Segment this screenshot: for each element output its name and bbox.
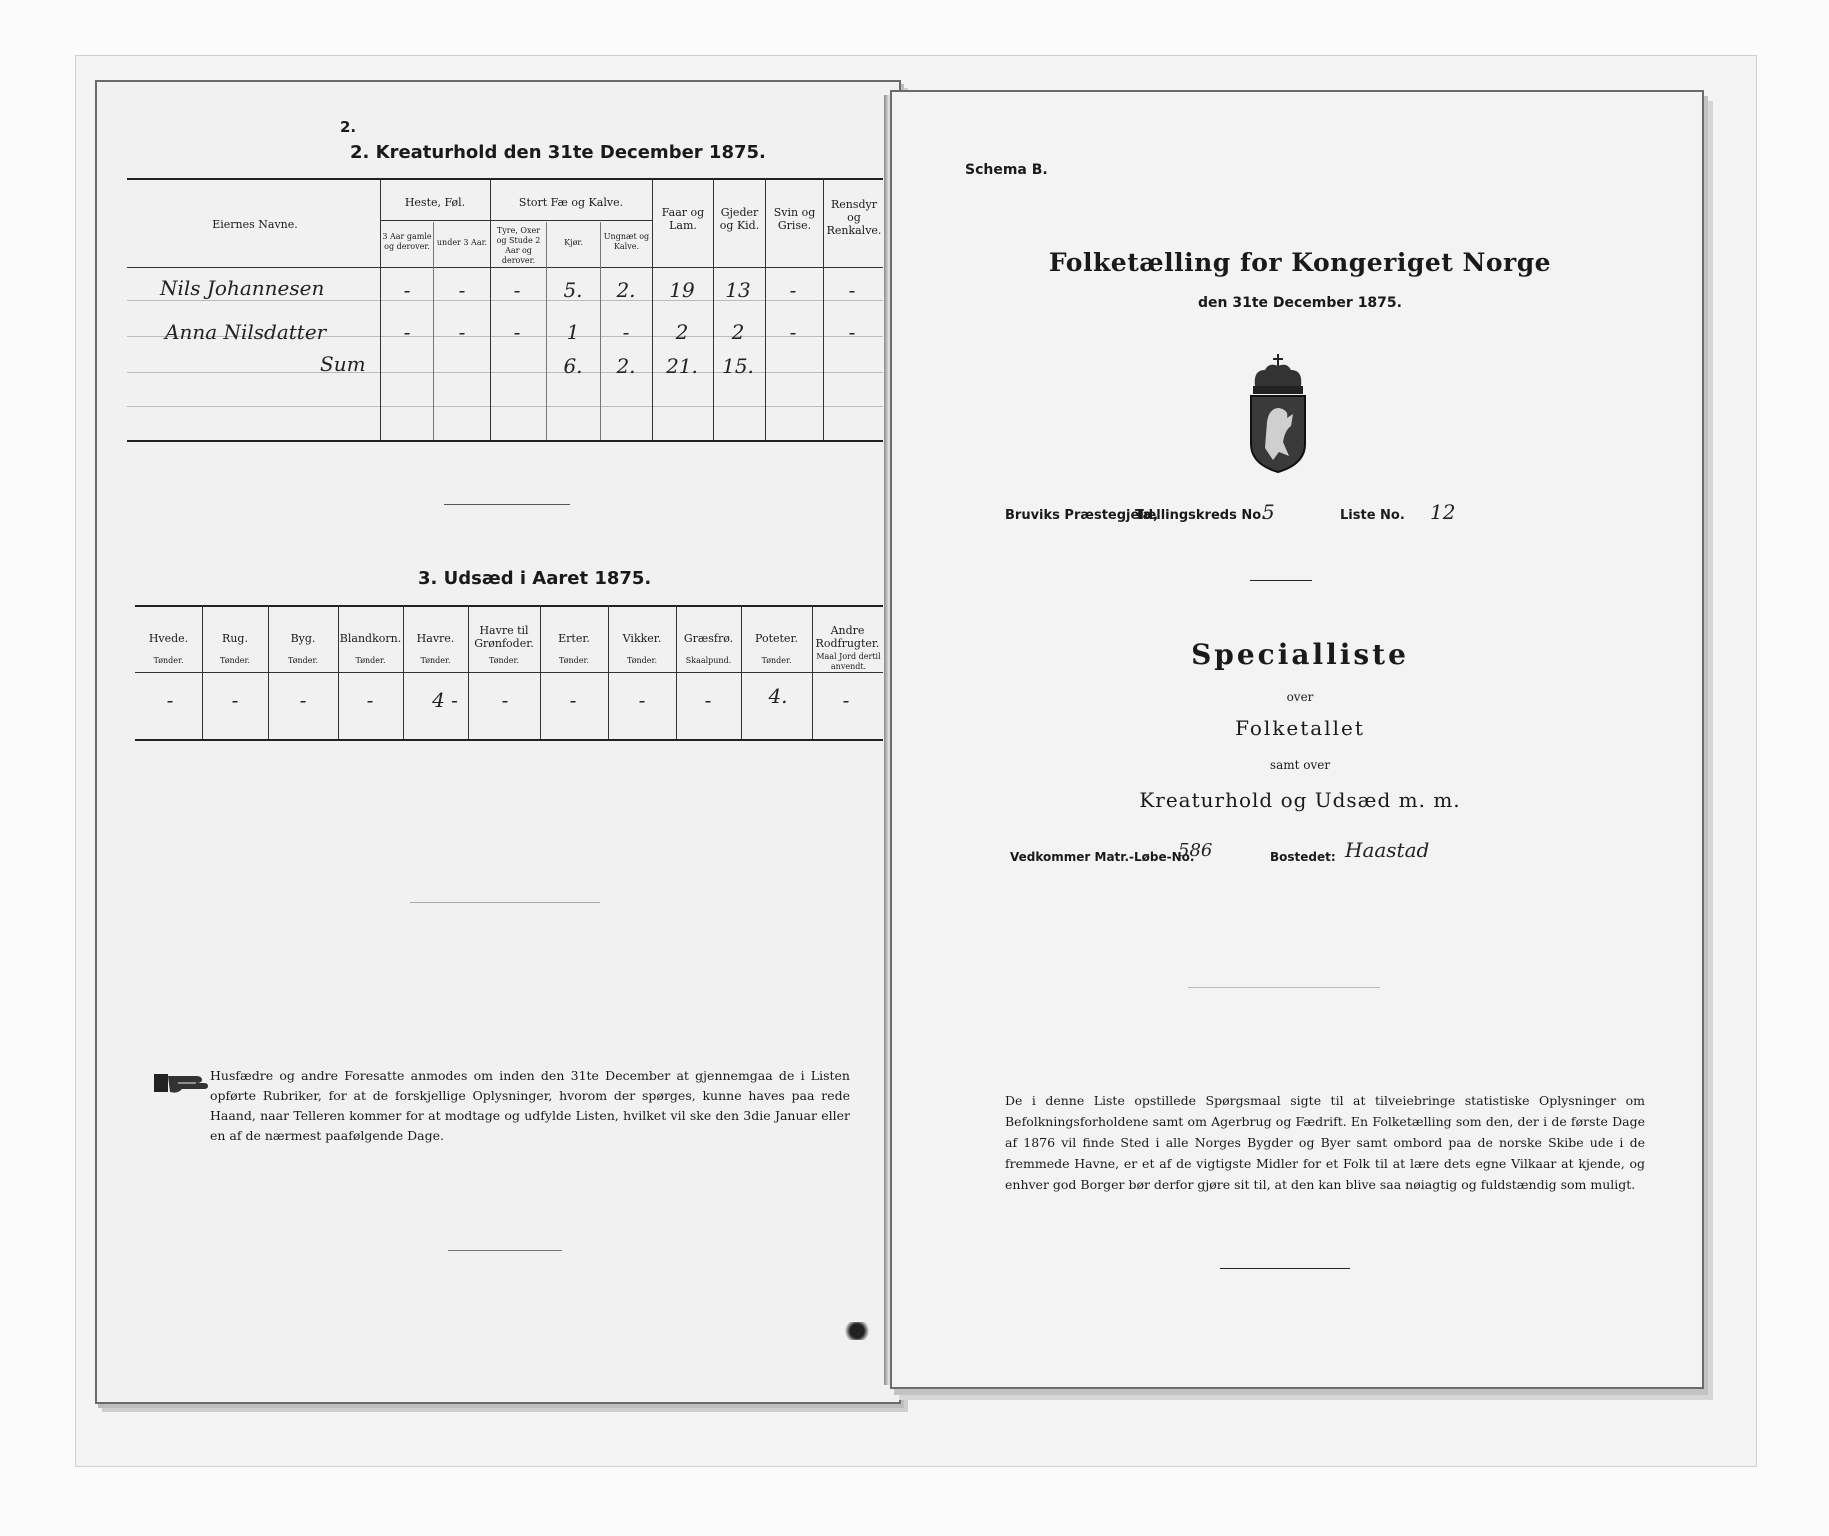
col-horses-b-header: under 3 Aar. [436,238,488,247]
cell: 2 [675,320,689,344]
table3-header-rule [135,672,883,673]
cell: - [638,688,646,712]
col-divider [676,605,677,739]
col-divider [540,605,541,739]
pointing-hand-icon [152,1070,210,1100]
cell: - [622,320,630,344]
cell: - [789,278,797,302]
specialliste-heading: Specialliste [1191,638,1409,671]
table2-top-rule [127,178,883,180]
table2-bottom-rule [127,440,883,442]
col-divider [338,605,339,739]
cell: - [403,278,411,302]
col-reindeer-header: Rensdyr og Renkalve. [826,198,882,237]
kreatur-heading: Kreaturhold og Udsæd m. m. [1139,788,1461,812]
cell: 5. [563,278,583,302]
cell: - [166,688,174,712]
table3-bottom-rule [135,739,883,741]
schema-label: Schema B. [965,162,1048,178]
col-divider [600,222,601,440]
document-title: Folketælling for Kongeriget Norge [1048,248,1552,277]
col-goats-header: Gjeder og Kid. [719,206,760,232]
col-hvede: Hvede. [148,632,189,645]
col-poteter: Poteter. [755,632,798,645]
bosted-label: Bostedet: [1270,850,1336,864]
cell: 13 [725,278,751,302]
col-cattle-header: Stort Fæ og Kalve. [518,196,624,209]
owner-name-1: Nils Johannesen [160,276,325,300]
cell: - [848,278,856,302]
table2-header-rule [127,267,883,268]
folketallet-heading: Folketallet [1235,716,1365,740]
ink-blot [842,1322,872,1340]
matr-label: Vedkommer Matr.-Løbe-No. [1010,850,1195,864]
col-havre-gronfoder: Havre til Grønfoder. [474,624,534,650]
col-cattle-a-header: Tyre, Oxer og Stude 2 Aar og derover. [496,226,541,265]
cell: 2. [616,278,636,302]
unit: Tønder. [626,656,658,665]
col-byg: Byg. [290,632,316,645]
cell: 1 [566,320,580,344]
owner-name-2: Anna Nilsdatter [165,320,327,344]
table3-top-rule [135,605,883,607]
col-owner-header: Eiernes Navne. [212,218,298,231]
cell: 2 [731,320,745,344]
document-date: den 31te December 1875. [1198,295,1402,311]
cell: - [569,688,577,712]
list-value: 12 [1430,500,1456,524]
cell: - [366,688,374,712]
col-divider [268,605,269,739]
col-divider [433,222,434,440]
separator [1250,580,1312,581]
col-andre-rodfrugter: Andre Rodfrugter. [815,624,880,650]
separator [1220,1268,1350,1269]
col-sheep-header: Faar og Lam. [661,206,705,232]
unit: Maal Jord dertil anvendt. [816,652,881,671]
cell: - [513,278,521,302]
sum-label: Sum [320,352,366,376]
unit: Tønder. [355,656,386,665]
matr-value: 586 [1178,840,1213,861]
col-cattle-c-header: Ungnæt og Kalve. [603,232,650,251]
district-value: 5 [1262,500,1275,524]
cell: - [842,688,850,712]
table2-row-line [127,406,883,407]
intro-paragraph: De i denne Liste opstillede Spørgsmaal sigte til at tilveiebringe statistiske Oplysninger om Befolkningsforholdene samt om Agerbrug og Fædrift. En Folketælling som den, der i de første Dage af 1876 vil finde Sted i alle Norges Bygder og Byer samt ombord paa de norske Skibe ude i de fremmede Havne, er et af de vigtigste Midler for et Folk til at lære dets egne Vilkaar at kjende, og enhver god Borger bør derfor gjøre sit til, at den kan blive saa nøiagtig og fuldstændig som muligt. [1005,1093,1645,1192]
unit: Tønder. [761,656,792,665]
col-divider [202,605,203,739]
col-havre: Havre. [416,632,455,645]
unit: Tønder. [488,656,520,665]
section2-title: 2. Kreaturhold den 31te December 1875. [350,142,766,163]
list-label: Liste No. [1340,508,1405,523]
cell: 4 - [432,688,458,712]
cell: 2. [616,354,636,378]
unit: Tønder. [420,656,451,665]
cell: - [458,320,466,344]
cell: 4. [768,684,788,708]
cell: 19 [669,278,695,302]
unit: Tønder. [219,656,251,665]
separator [448,1250,562,1251]
cell: 6. [563,354,583,378]
cell: - [704,688,712,712]
district-label: Tællingskreds No. [1135,508,1267,523]
separator [444,504,570,505]
cell: - [501,688,509,712]
samt-over-text: samt over [1269,758,1331,772]
section3-title: 3. Udsæd i Aaret 1875. [418,568,652,589]
cell: - [299,688,307,712]
over-text: over [1286,690,1314,704]
col-cattle-b-header: Kjør. [564,238,583,247]
subheader-rule [380,220,652,221]
cell: - [789,320,797,344]
unit: Tønder. [153,656,184,665]
unit: Tønder. [558,656,590,665]
cell: 15. [722,354,754,378]
col-rug: Rug. [222,632,248,645]
col-divider [741,605,742,739]
cell: - [848,320,856,344]
unit: Skaalpund. [685,656,732,665]
col-divider [652,178,653,440]
coat-of-arms-icon [1245,352,1311,478]
notice-text: Husfædre og andre Foresatte anmodes om inden den 31te December at gjennemgaa de i Listen opførte Rubriker, for at de forskjellige Oplysninger, hvorom der spørges, kunne haves paa rede Haand, naar Telleren kommer for at modtage og udfylde Listen, hvilket vil ske den 3die Januar eller en af de nærmest paafølgende Dage. [210,1068,850,1143]
cell: - [513,320,521,344]
col-horses-a-header: 3 Aar gamle og derover. [382,232,432,251]
col-divider [608,605,609,739]
cell: 21. [666,354,698,378]
separator [1188,987,1380,988]
col-graesfro: Græsfrø. [683,632,734,645]
col-vikker: Vikker. [622,632,662,645]
cell: - [231,688,239,712]
col-divider [490,178,491,440]
col-divider [403,605,404,739]
parish-label: Bruviks Præstegjeld, [1005,508,1159,523]
col-divider [546,222,547,440]
col-blandkorn: Blandkorn. [339,632,402,645]
bosted-value: Haastad [1345,838,1430,862]
col-erter: Erter. [558,632,590,645]
unit: Tønder. [287,656,319,665]
col-pigs-header: Svin og Grise. [773,206,816,232]
col-horses-header: Heste, Føl. [404,196,466,209]
table2-row-line [127,372,883,373]
cell: - [403,320,411,344]
separator [410,902,600,903]
cell: - [458,278,466,302]
page-mark: 2. [340,118,357,136]
col-divider [380,178,381,440]
